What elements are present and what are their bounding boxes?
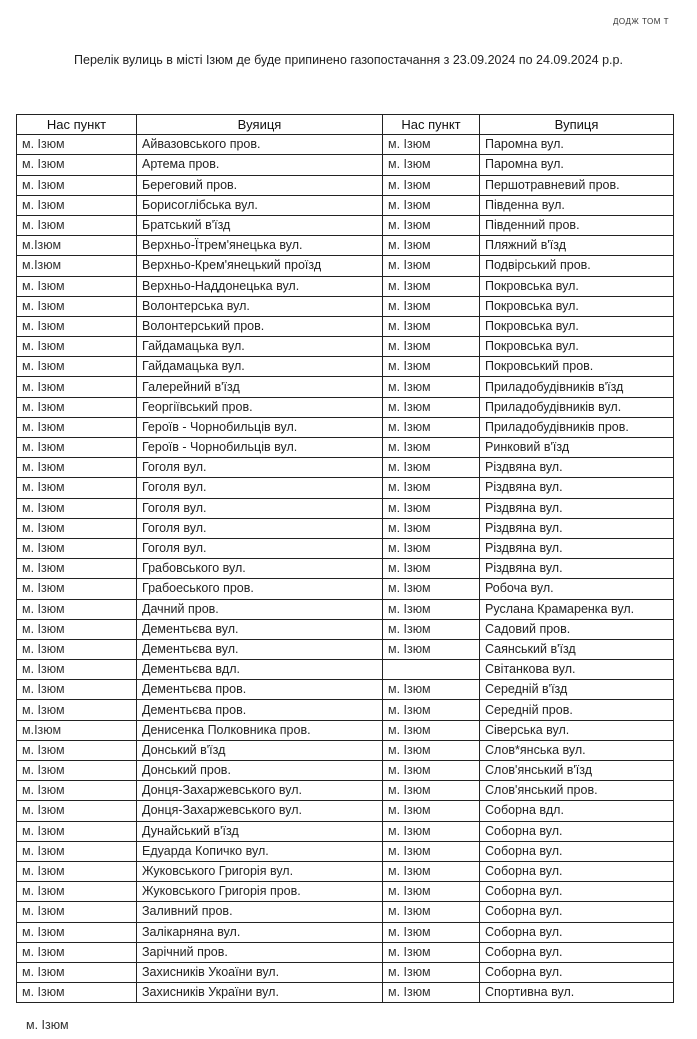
cell-settlement-left: м. Ізюм — [17, 781, 137, 801]
cell-street-left: Гоголя вул. — [137, 538, 383, 558]
cell-street-left: Гоголя вул. — [137, 518, 383, 538]
cell-street-right: Приладобудівників в'їзд — [480, 377, 674, 397]
table-row — [17, 337, 674, 357]
cell-settlement-left: м.Ізюм — [17, 720, 137, 740]
cell-street-right: Садовий пров. — [480, 619, 674, 639]
cell-settlement-right: м. Ізюм — [383, 781, 480, 801]
cell-settlement-left: м. Ізюм — [17, 276, 137, 296]
table-row — [17, 680, 674, 700]
cell-settlement-right: м. Ізюм — [383, 417, 480, 437]
cell-settlement-left: м. Ізюм — [17, 498, 137, 518]
table-row — [17, 417, 674, 437]
cell-street-left: Грабовського вул. — [137, 559, 383, 579]
cell-settlement-left: м. Ізюм — [17, 135, 137, 155]
cell-street-left: Донця-Захаржевського вул. — [137, 801, 383, 821]
cell-street-right: Соборна вул. — [480, 841, 674, 861]
cell-settlement-right: м. Ізюм — [383, 700, 480, 720]
table-row — [17, 559, 674, 579]
cell-settlement-right: м. Ізюм — [383, 155, 480, 175]
cell-settlement-right: м. Ізюм — [383, 377, 480, 397]
cell-settlement-left: м. Ізюм — [17, 538, 137, 558]
cell-street-right: Покровська вул. — [480, 296, 674, 316]
cell-settlement-left: м. Ізюм — [17, 377, 137, 397]
cell-settlement-left: м. Ізюм — [17, 700, 137, 720]
header-settlement-left: Нас пункт — [17, 115, 137, 135]
cell-settlement-left: м. Ізюм — [17, 397, 137, 417]
cell-street-right: Соборна вул. — [480, 882, 674, 902]
cell-street-right: Слов'янський пров. — [480, 781, 674, 801]
trailing-settlement: м. Ізюм — [26, 1018, 69, 1032]
cell-settlement-right: м. Ізюм — [383, 357, 480, 377]
cell-settlement-right: м. Ізюм — [383, 195, 480, 215]
cell-street-right: Приладобудівників пров. — [480, 417, 674, 437]
cell-settlement-left: м. Ізюм — [17, 518, 137, 538]
cell-street-right: Південна вул. — [480, 195, 674, 215]
cell-settlement-left: м. Ізюм — [17, 740, 137, 760]
cell-settlement-right: м. Ізюм — [383, 135, 480, 155]
cell-settlement-right: м. Ізюм — [383, 559, 480, 579]
cell-settlement-right: м. Ізюм — [383, 983, 480, 1003]
cell-street-right: Соборна вул. — [480, 962, 674, 982]
cell-street-right: Соборна вул. — [480, 922, 674, 942]
cell-street-left: Захисників Укоаїни вул. — [137, 962, 383, 982]
cell-settlement-left: м. Ізюм — [17, 559, 137, 579]
cell-settlement-left: м.Ізюм — [17, 256, 137, 276]
cell-settlement-right: м. Ізюм — [383, 458, 480, 478]
cell-settlement-left: м. Ізюм — [17, 175, 137, 195]
cell-settlement-left: м. Ізюм — [17, 316, 137, 336]
cell-settlement-left: м. Ізюм — [17, 882, 137, 902]
cell-settlement-right: м. Ізюм — [383, 599, 480, 619]
cell-street-right: Сіверська вул. — [480, 720, 674, 740]
table-row — [17, 720, 674, 740]
cell-street-left: Денисенка Полковника пров. — [137, 720, 383, 740]
table-row — [17, 538, 674, 558]
table-row — [17, 962, 674, 982]
cell-street-left: Дунайський в'їзд — [137, 821, 383, 841]
table-row — [17, 882, 674, 902]
cell-street-left: Верхньо-Наддонецька вул. — [137, 276, 383, 296]
cell-settlement-left: м. Ізюм — [17, 417, 137, 437]
cell-settlement-right: м. Ізюм — [383, 316, 480, 336]
cell-street-left: Гайдамацька вул. — [137, 337, 383, 357]
table-row — [17, 397, 674, 417]
cell-street-left: Дементьєва вул. — [137, 619, 383, 639]
cell-street-left: Гоголя вул. — [137, 458, 383, 478]
cell-settlement-right — [383, 660, 480, 680]
table-row — [17, 579, 674, 599]
cell-settlement-right: м. Ізюм — [383, 821, 480, 841]
header-street-left: Вуяиця — [137, 115, 383, 135]
cell-settlement-left: м. Ізюм — [17, 599, 137, 619]
cell-settlement-right: м. Ізюм — [383, 720, 480, 740]
cell-settlement-left: м. Ізюм — [17, 841, 137, 861]
cell-street-left: Героїв - Чорнобильців вул. — [137, 438, 383, 458]
cell-settlement-right: м. Ізюм — [383, 498, 480, 518]
cell-settlement-left: м. Ізюм — [17, 902, 137, 922]
corner-note: ДОДЖ ТОМ Т — [612, 17, 669, 26]
table-row — [17, 256, 674, 276]
table-row — [17, 942, 674, 962]
cell-settlement-right: м. Ізюм — [383, 942, 480, 962]
cell-street-left: Дементьєва пров. — [137, 680, 383, 700]
cell-street-right: Саянський в'їзд — [480, 639, 674, 659]
cell-street-right: Першотравневий пров. — [480, 175, 674, 195]
table-row — [17, 619, 674, 639]
cell-settlement-left: м. Ізюм — [17, 215, 137, 235]
cell-settlement-left: м. Ізюм — [17, 337, 137, 357]
cell-street-right: Паромна вул. — [480, 155, 674, 175]
cell-settlement-right: м. Ізюм — [383, 680, 480, 700]
cell-settlement-right: м. Ізюм — [383, 538, 480, 558]
cell-settlement-right: м. Ізюм — [383, 639, 480, 659]
cell-street-left: Грабоеського пров. — [137, 579, 383, 599]
table-row — [17, 478, 674, 498]
cell-settlement-right: м. Ізюм — [383, 215, 480, 235]
streets-table — [16, 114, 674, 1003]
cell-street-left: Донський пров. — [137, 761, 383, 781]
cell-settlement-right: м. Ізюм — [383, 619, 480, 639]
cell-settlement-right: м. Ізюм — [383, 902, 480, 922]
cell-settlement-left: м. Ізюм — [17, 155, 137, 175]
cell-settlement-left: м. Ізюм — [17, 195, 137, 215]
cell-settlement-right: м. Ізюм — [383, 337, 480, 357]
cell-settlement-right: м. Ізюм — [383, 922, 480, 942]
cell-street-right: Південний пров. — [480, 215, 674, 235]
header-street-right: Вупиця — [480, 115, 674, 135]
cell-settlement-right: м. Ізюм — [383, 397, 480, 417]
table-row — [17, 236, 674, 256]
cell-street-left: Героїв - Чорнобильців вул. — [137, 417, 383, 437]
cell-settlement-left: м. Ізюм — [17, 639, 137, 659]
table-row — [17, 377, 674, 397]
cell-settlement-right: м. Ізюм — [383, 962, 480, 982]
table-row — [17, 902, 674, 922]
cell-street-right: Різдвяна вул. — [480, 478, 674, 498]
cell-street-right: Приладобудівників вул. — [480, 397, 674, 417]
cell-street-left: Едуарда Копичко вул. — [137, 841, 383, 861]
cell-settlement-left: м. Ізюм — [17, 478, 137, 498]
cell-street-left: Волонтерська вул. — [137, 296, 383, 316]
table-row — [17, 276, 674, 296]
cell-settlement-left: м. Ізюм — [17, 619, 137, 639]
table-row — [17, 498, 674, 518]
cell-street-left: Верхньо-Їтрем'янецька вул. — [137, 236, 383, 256]
cell-settlement-right: м. Ізюм — [383, 761, 480, 781]
cell-settlement-left: м.Ізюм — [17, 236, 137, 256]
cell-street-right: Руслана Крамаренка вул. — [480, 599, 674, 619]
cell-settlement-right: м. Ізюм — [383, 740, 480, 760]
table-row — [17, 155, 674, 175]
table-row — [17, 296, 674, 316]
table-row — [17, 781, 674, 801]
cell-street-left: Береговий пров. — [137, 175, 383, 195]
table-row — [17, 841, 674, 861]
cell-settlement-right: м. Ізюм — [383, 478, 480, 498]
cell-street-right: Покровська вул. — [480, 276, 674, 296]
table-row — [17, 700, 674, 720]
cell-street-right: Пляжний в'їзд — [480, 236, 674, 256]
cell-street-right: Ринковий в'їзд — [480, 438, 674, 458]
cell-street-left: Дачний пров. — [137, 599, 383, 619]
cell-settlement-left: м. Ізюм — [17, 680, 137, 700]
table-row — [17, 215, 674, 235]
table-row — [17, 983, 674, 1003]
cell-settlement-right: м. Ізюм — [383, 882, 480, 902]
cell-street-left: Заливний пров. — [137, 902, 383, 922]
cell-settlement-left: м. Ізюм — [17, 922, 137, 942]
table-row — [17, 316, 674, 336]
cell-street-right: Покровська вул. — [480, 316, 674, 336]
table-row — [17, 861, 674, 881]
cell-street-left: Георгіївський пров. — [137, 397, 383, 417]
cell-street-left: Борисоглібська вул. — [137, 195, 383, 215]
table-header-row — [17, 115, 674, 135]
cell-street-left: Галерейний в'їзд — [137, 377, 383, 397]
cell-settlement-left: м. Ізюм — [17, 660, 137, 680]
table-row — [17, 175, 674, 195]
table-row — [17, 195, 674, 215]
cell-street-right: Слов'янський в'їзд — [480, 761, 674, 781]
cell-street-left: Донський в'їзд — [137, 740, 383, 760]
cell-street-right: Соборна вул. — [480, 861, 674, 881]
cell-street-left: Гоголя вул. — [137, 498, 383, 518]
cell-settlement-right: м. Ізюм — [383, 175, 480, 195]
cell-settlement-left: м. Ізюм — [17, 801, 137, 821]
cell-street-right: Слов*янська вул. — [480, 740, 674, 760]
cell-street-right: Спортивна вул. — [480, 983, 674, 1003]
cell-street-left: Гайдамацька вул. — [137, 357, 383, 377]
cell-settlement-left: м. Ізюм — [17, 861, 137, 881]
cell-settlement-left: м. Ізюм — [17, 438, 137, 458]
cell-street-left: Захисників України вул. — [137, 983, 383, 1003]
cell-street-left: Жуковського Григорія вул. — [137, 861, 383, 881]
cell-street-left: Дементьєва пров. — [137, 700, 383, 720]
table-row — [17, 135, 674, 155]
cell-street-right: Різдвяна вул. — [480, 458, 674, 478]
cell-settlement-right: м. Ізюм — [383, 801, 480, 821]
cell-street-left: Верхньо-Крем'янецький проїзд — [137, 256, 383, 276]
page-title: Перелік вулиць в місті Ізюм де буде припинено газопостачання з 23.09.2024 по 24.09.2024 р.р. — [74, 53, 623, 67]
cell-settlement-left: м. Ізюм — [17, 962, 137, 982]
cell-settlement-left: м. Ізюм — [17, 761, 137, 781]
cell-street-left: Гоголя вул. — [137, 478, 383, 498]
cell-street-right: Покровська вул. — [480, 337, 674, 357]
cell-street-right: Соборна вул. — [480, 942, 674, 962]
cell-street-right: Соборна вул. — [480, 902, 674, 922]
cell-settlement-left: м. Ізюм — [17, 942, 137, 962]
cell-settlement-right: м. Ізюм — [383, 256, 480, 276]
cell-settlement-right: м. Ізюм — [383, 518, 480, 538]
cell-settlement-left: м. Ізюм — [17, 357, 137, 377]
table-row — [17, 740, 674, 760]
cell-settlement-left: м. Ізюм — [17, 821, 137, 841]
table-body — [17, 135, 674, 1003]
cell-settlement-right: м. Ізюм — [383, 438, 480, 458]
cell-street-right: Покровський пров. — [480, 357, 674, 377]
cell-settlement-right: м. Ізюм — [383, 276, 480, 296]
cell-settlement-left: м. Ізюм — [17, 579, 137, 599]
cell-street-right: Різдвяна вул. — [480, 559, 674, 579]
cell-settlement-right: м. Ізюм — [383, 861, 480, 881]
cell-street-right: Паромна вул. — [480, 135, 674, 155]
table-row — [17, 801, 674, 821]
cell-settlement-right: м. Ізюм — [383, 296, 480, 316]
cell-street-right: Середній в'їзд — [480, 680, 674, 700]
table-row — [17, 458, 674, 478]
cell-settlement-left: м. Ізюм — [17, 296, 137, 316]
table-row — [17, 357, 674, 377]
cell-settlement-left: м. Ізюм — [17, 458, 137, 478]
cell-street-left: Дементьєва вул. — [137, 639, 383, 659]
cell-street-right: Світанкова вул. — [480, 660, 674, 680]
cell-street-left: Айвазовського пров. — [137, 135, 383, 155]
cell-street-left: Братський в'їзд — [137, 215, 383, 235]
header-settlement-right: Нас пункт — [383, 115, 480, 135]
table-row — [17, 761, 674, 781]
cell-street-left: Донця-Захаржевського вул. — [137, 781, 383, 801]
cell-street-right: Різдвяна вул. — [480, 538, 674, 558]
cell-street-right: Соборна вдл. — [480, 801, 674, 821]
table-row — [17, 660, 674, 680]
cell-street-right: Соборна вул. — [480, 821, 674, 841]
cell-settlement-right: м. Ізюм — [383, 841, 480, 861]
cell-street-right: Різдвяна вул. — [480, 498, 674, 518]
table-row — [17, 821, 674, 841]
table-row — [17, 922, 674, 942]
cell-street-left: Дементьєва вдл. — [137, 660, 383, 680]
cell-street-right: Робоча вул. — [480, 579, 674, 599]
cell-street-right: Подвірський пров. — [480, 256, 674, 276]
table-row — [17, 438, 674, 458]
cell-street-right: Середній пров. — [480, 700, 674, 720]
cell-settlement-right: м. Ізюм — [383, 579, 480, 599]
cell-street-left: Волонтерський пров. — [137, 316, 383, 336]
cell-settlement-left: м. Ізюм — [17, 983, 137, 1003]
cell-street-left: Артема пров. — [137, 155, 383, 175]
table-row — [17, 518, 674, 538]
table-row — [17, 639, 674, 659]
table-row — [17, 599, 674, 619]
cell-street-left: Залікарняна вул. — [137, 922, 383, 942]
cell-street-left: Зарічний пров. — [137, 942, 383, 962]
cell-settlement-right: м. Ізюм — [383, 236, 480, 256]
cell-street-right: Різдвяна вул. — [480, 518, 674, 538]
cell-street-left: Жуковського Григорія пров. — [137, 882, 383, 902]
